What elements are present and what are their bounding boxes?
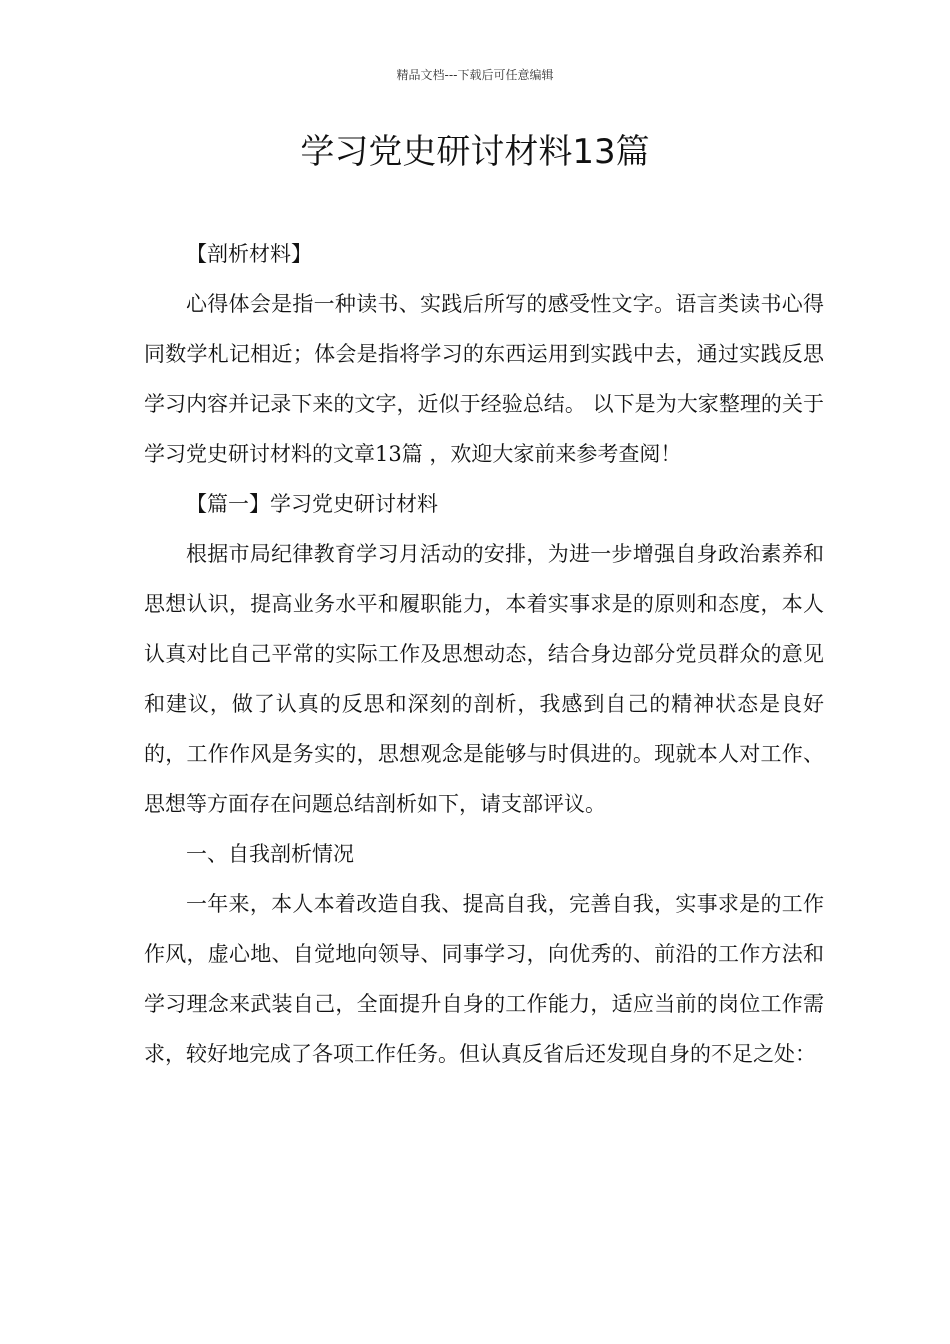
intro-paragraph: 心得体会是指一种读书、实践后所写的感受性文字。语言类读书心得同数学札记相近；体会是指将学习的东西运用到实践中去，通过实践反思学习内容并记录下来的文字，近似于经验总结。 以下是为大家整理的关于学习党史研讨材料的文章13篇 ，欢迎大家前来参考查阅！: [144, 292, 824, 466]
body-paragraph: 一年来，本人本着改造自我、提高自我，完善自我，实事求是的工作作风，虚心地、自觉地向领导、同事学习，向优秀的、前沿的工作方法和学习理念来武装自己，全面提升自身的工作能力，适应当前的岗位工作需求，较好地完成了各项工作任务。但认真反省后还发现自身的不足之处：: [144, 892, 824, 1066]
chapter-heading-1: 【篇一】学习党史研讨材料: [186, 492, 438, 516]
section-heading-self-analysis: 一、自我剖析情况: [186, 842, 354, 866]
header-note: 精品文档---下载后可任意编辑: [396, 68, 554, 82]
section-label-analysis: 【剖析材料】: [186, 242, 312, 266]
body-paragraph: 根据市局纪律教育学习月活动的安排，为进一步增强自身政治素养和思想认识，提高业务水平和履职能力，本着实事求是的原则和态度，本人认真对比自己平常的实际工作及思想动态，结合身边部分党员群众的意见和建议，做了认真的反思和深刻的剖析，我感到自己的精神状态是良好的，工作作风是务实的，思想观念是能够与时俱进的。现就本人对工作、思想等方面存在问题总结剖析如下，请支部评议。: [144, 542, 824, 816]
document-title: 学习党史研讨材料13篇: [300, 132, 650, 172]
document-body: [144, 229, 824, 1079]
